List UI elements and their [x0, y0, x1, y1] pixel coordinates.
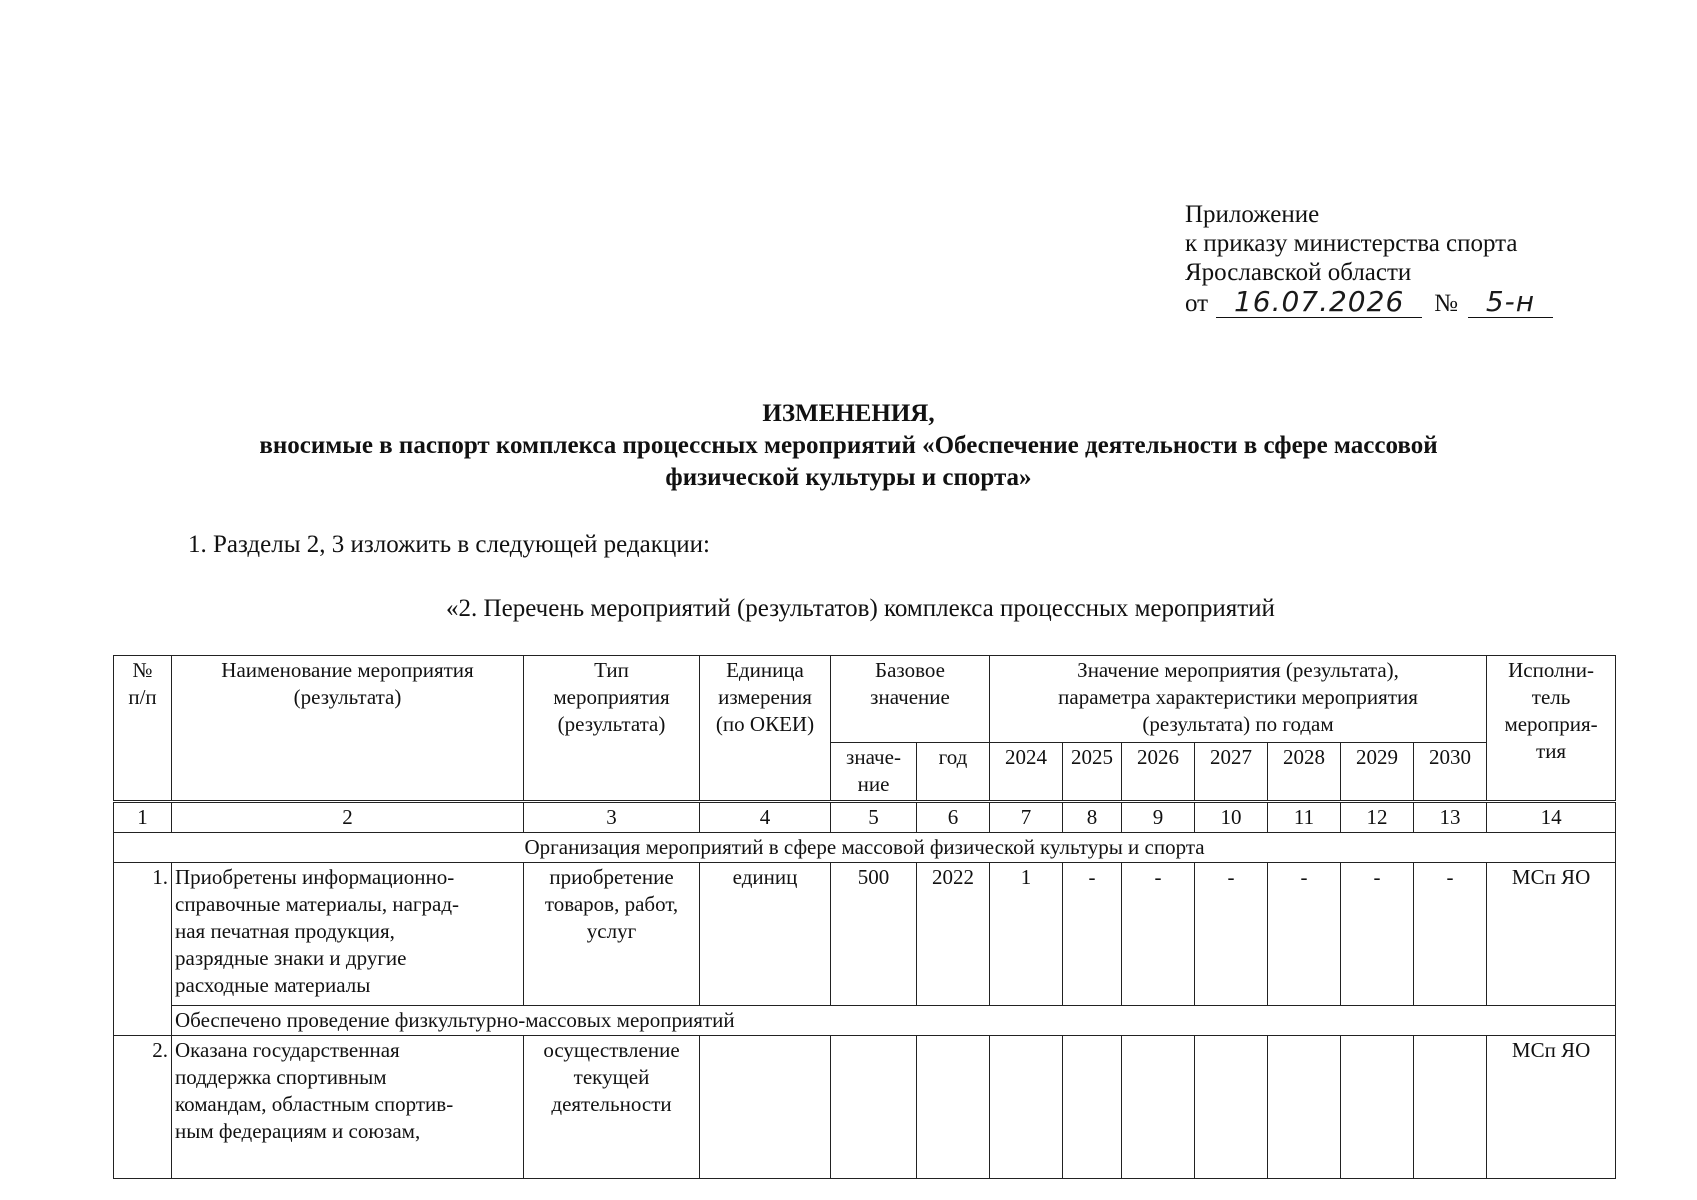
column-number: 6 — [917, 802, 990, 833]
row1-type: приобретение товаров, работ, услуг — [524, 863, 700, 1006]
header-type: Тип мероприятия (результата) — [524, 656, 700, 802]
appendix-line-1: Приложение — [1185, 201, 1320, 228]
column-number: 7 — [990, 802, 1063, 833]
from-label: от — [1185, 290, 1209, 317]
row1-num: 1. — [114, 863, 172, 1036]
row1-2029: - — [1341, 863, 1414, 1006]
number-label: № — [1434, 290, 1458, 317]
row1-base-year: 2022 — [917, 863, 990, 1006]
header-base: Базовое значение — [831, 656, 990, 743]
row2-2030 — [1414, 1036, 1487, 1179]
document-subtitle-line-1: вносимые в паспорт комплекса процессных мероприятий «Обеспечение деятельности в сфере массовой — [259, 432, 1438, 459]
header-num: № п/п — [114, 656, 172, 802]
row2-2029 — [1341, 1036, 1414, 1179]
row1-2030: - — [1414, 863, 1487, 1006]
section-title — [0, 594, 1697, 624]
handwritten-date: 16.07.2026 — [1216, 287, 1422, 318]
column-number: 12 — [1341, 802, 1414, 833]
column-number: 14 — [1487, 802, 1616, 833]
row2-2028 — [1268, 1036, 1341, 1179]
row1-2024: 1 — [990, 863, 1063, 1006]
instruction-paragraph: 1. Разделы 2, 3 изложить в следующей редакции: — [188, 531, 710, 558]
row2-num: 2. — [114, 1036, 172, 1179]
column-number-row — [114, 802, 1616, 833]
header-base-year: год — [917, 743, 990, 802]
header-values: Значение мероприятия (результата), параметра характеристики мероприятия (результата) по годам — [990, 656, 1487, 743]
header-year-2028: 2028 — [1268, 743, 1341, 802]
header-name: Наименование мероприятия (результата) — [172, 656, 524, 802]
document-subtitle-line-2: физической культуры и спорта» — [665, 464, 1032, 491]
table-row — [114, 1036, 1616, 1179]
row1-name: Приобретены информационно- справочные материалы, наград- ная печатная продукция, разрядные знаки и другие расходные материалы — [172, 863, 524, 1006]
activities-table — [113, 655, 1616, 1179]
row1-2026: - — [1122, 863, 1195, 1006]
row1-2028: - — [1268, 863, 1341, 1006]
column-number: 3 — [524, 802, 700, 833]
column-number: 13 — [1414, 802, 1487, 833]
header-year-2024: 2024 — [990, 743, 1063, 802]
header-year-2027: 2027 — [1195, 743, 1268, 802]
column-number: 1 — [114, 802, 172, 833]
column-number: 5 — [831, 802, 917, 833]
row2-unit — [700, 1036, 831, 1179]
row2-base-value — [831, 1036, 917, 1179]
row2-type: осуществление текущей деятельности — [524, 1036, 700, 1179]
row1-executor: МСп ЯО — [1487, 863, 1616, 1006]
row2-executor: МСп ЯО — [1487, 1036, 1616, 1179]
group-title-2: Обеспечено проведение физкультурно-массовых мероприятий — [172, 1006, 1616, 1036]
group-title-1: Организация мероприятий в сфере массовой физической культуры и спорта — [114, 833, 1616, 863]
header-unit: Единица измерения (по ОКЕИ) — [700, 656, 831, 802]
row1-2025: - — [1063, 863, 1122, 1006]
row1-2027: - — [1195, 863, 1268, 1006]
header-year-2029: 2029 — [1341, 743, 1414, 802]
row2-2025 — [1063, 1036, 1122, 1179]
header-year-2025: 2025 — [1063, 743, 1122, 802]
row2-2026 — [1122, 1036, 1195, 1179]
handwritten-number: 5-н — [1468, 287, 1553, 318]
column-number: 10 — [1195, 802, 1268, 833]
column-number: 2 — [172, 802, 524, 833]
row1-unit: единиц — [700, 863, 831, 1006]
header-executor: Исполни- тель мероприя- тия — [1487, 656, 1616, 802]
appendix-block — [1185, 200, 1553, 318]
row2-base-year — [917, 1036, 990, 1179]
row1-base-value: 500 — [831, 863, 917, 1006]
row2-2027 — [1195, 1036, 1268, 1179]
column-number: 8 — [1063, 802, 1122, 833]
header-year-2026: 2026 — [1122, 743, 1195, 802]
column-number: 4 — [700, 802, 831, 833]
group-row-2 — [114, 1006, 1616, 1036]
appendix-line-2: к приказу министерства спорта — [1185, 230, 1518, 257]
column-number: 11 — [1268, 802, 1341, 833]
group-row-1 — [114, 833, 1616, 863]
appendix-line-3: Ярославской области — [1185, 259, 1412, 286]
document-title: ИЗМЕНЕНИЯ, — [762, 400, 935, 427]
row2-2024 — [990, 1036, 1063, 1179]
appendix-date-line — [1185, 287, 1553, 318]
header-year-2030: 2030 — [1414, 743, 1487, 802]
column-number: 9 — [1122, 802, 1195, 833]
section-title-text: «2. Перечень мероприятий (результатов) комплекса процессных мероприятий — [446, 595, 1275, 622]
row2-name: Оказана государственная поддержка спортивным командам, областным спортив- ным федерациям и союзам, — [172, 1036, 524, 1179]
header-base-value: значе- ние — [831, 743, 917, 802]
table-row — [114, 863, 1616, 1006]
header-row-1 — [114, 656, 1616, 743]
